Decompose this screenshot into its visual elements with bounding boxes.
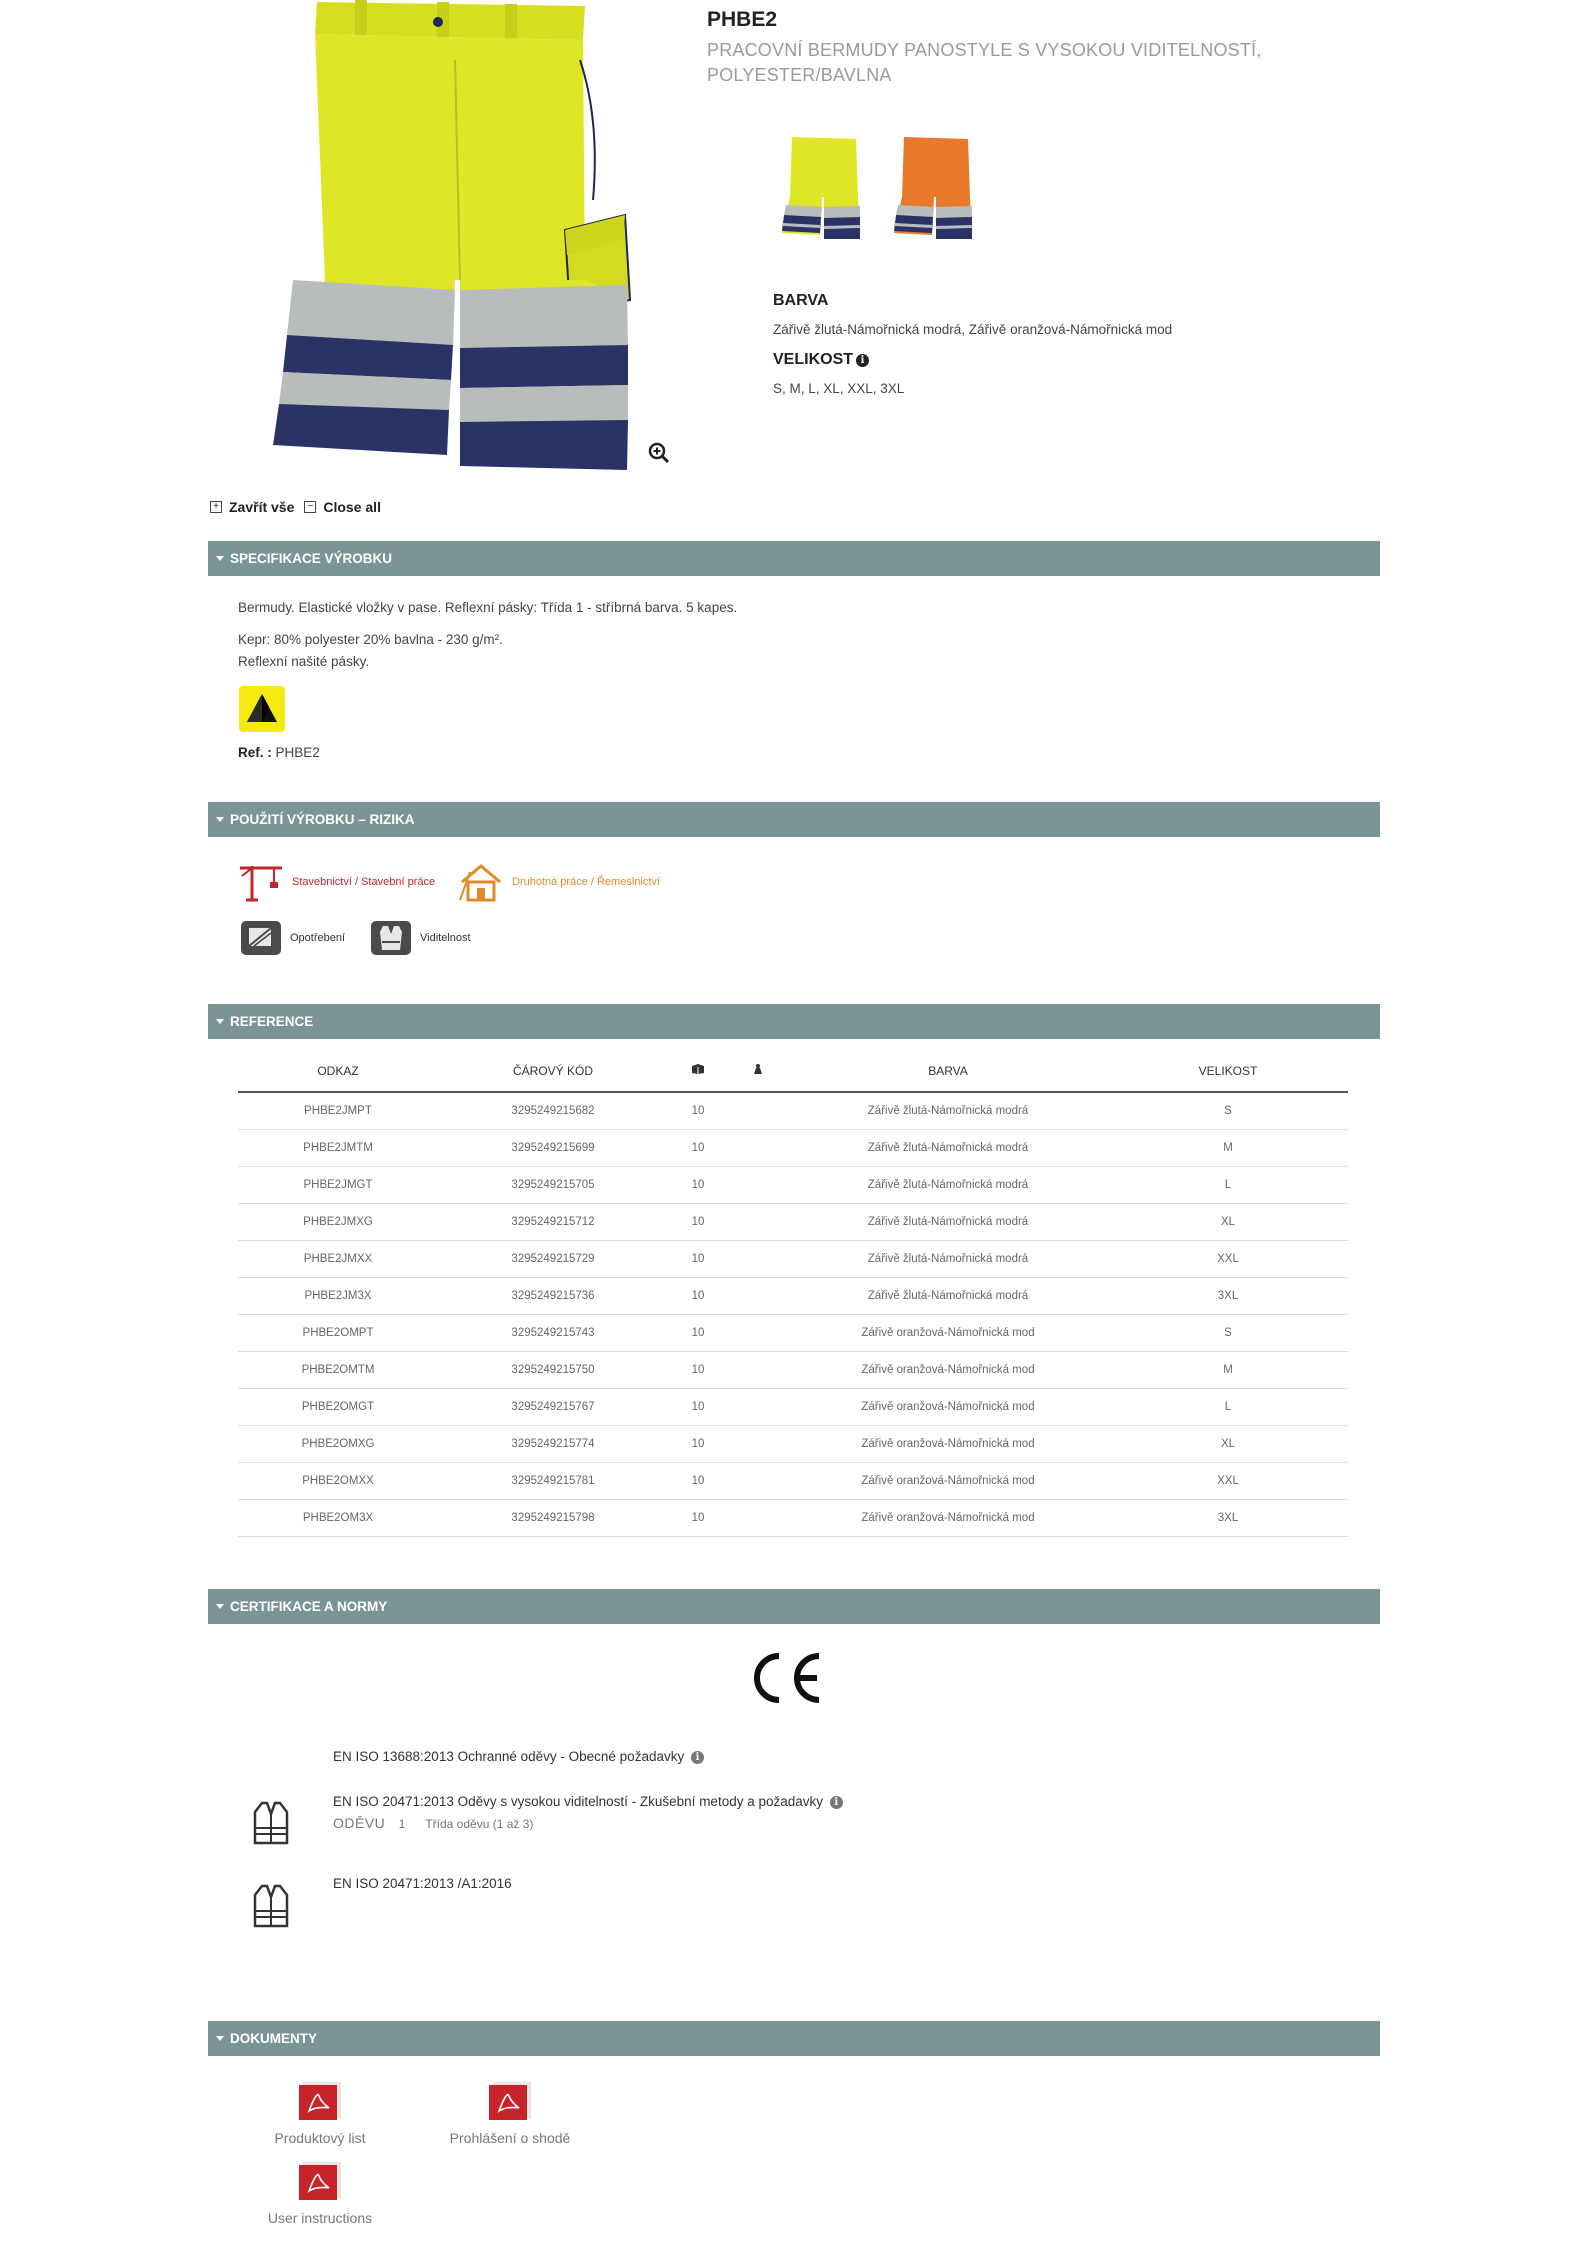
table-row [238, 1203, 1348, 1240]
cell-velikost: XL [1108, 1203, 1348, 1240]
cell-barva: Zářivě žlutá-Námořnická modrá [788, 1277, 1108, 1314]
color-thumbnails [780, 135, 976, 243]
section-header-docs[interactable] [208, 2021, 1380, 2056]
usage-wear [240, 920, 345, 956]
cell-odkaz: PHBE2OMXX [238, 1462, 438, 1499]
ref-value: PHBE2 [275, 745, 320, 760]
cell-box-qty: 10 [668, 1388, 728, 1425]
ref-line [238, 745, 320, 760]
cell-barva: Zářivě oranžová-Námořnická mod [788, 1351, 1108, 1388]
info-icon[interactable]: i [691, 1751, 704, 1764]
cell-box-qty: 10 [668, 1203, 728, 1240]
zoom-in-icon[interactable] [648, 442, 670, 464]
cell-box-qty: 10 [668, 1462, 728, 1499]
section-header-reference[interactable] [208, 1004, 1380, 1039]
color-value: Zářivě žlutá-Námořnická modrá, Zářivě oranžová-Námořnická mod [773, 322, 1173, 337]
norm-1-text: EN ISO 13688:2013 Ochranné oděvy - Obecné požadavky [333, 1749, 685, 1764]
cell-weight [728, 1166, 788, 1203]
cell-odkaz: PHBE2OMTM [238, 1351, 438, 1388]
col-barva: BARVA [788, 1050, 1108, 1092]
info-icon[interactable]: i [856, 354, 869, 367]
cell-barcode: 3295249215712 [438, 1203, 668, 1240]
cell-velikost: 3XL [1108, 1277, 1348, 1314]
cell-barva: Zářivě žlutá-Námořnická modrá [788, 1092, 1108, 1129]
section-header-usage[interactable] [208, 802, 1380, 837]
thumbnail-yellow-navy[interactable] [780, 135, 864, 243]
norm-2 [333, 1794, 843, 1809]
cell-box-qty: 10 [668, 1166, 728, 1203]
minus-square-icon: − [304, 501, 316, 513]
cell-box-qty: 10 [668, 1499, 728, 1536]
cell-velikost: S [1108, 1092, 1348, 1129]
table-row [238, 1092, 1348, 1129]
pdf-icon [487, 2080, 533, 2122]
cell-barcode: 3295249215767 [438, 1388, 668, 1425]
hi-vis-vest-icon [250, 1883, 292, 1929]
usage-wear-label: Opotřebení [290, 932, 346, 944]
size-value: S, M, L, XL, XXL, 3XL [773, 381, 905, 396]
spec-line-1: Bermudy. Elastické vložky v pase. Reflexní pásky: Třída 1 - stříbrná barva. 5 kapes. [238, 600, 738, 615]
norm-2-detail [333, 1815, 533, 1831]
color-label: BARVA [773, 292, 829, 309]
table-row [238, 1129, 1348, 1166]
cell-velikost: M [1108, 1129, 1348, 1166]
open-all-label: Zavřít vše [229, 499, 295, 515]
cell-barcode: 3295249215729 [438, 1240, 668, 1277]
doc-label: Prohlášení o shodě [449, 2130, 571, 2146]
plus-square-icon: + [210, 501, 222, 513]
open-all-toggle[interactable] [210, 499, 294, 515]
table-row [238, 1425, 1348, 1462]
table-row [238, 1499, 1348, 1536]
doc-user-instructions[interactable] [240, 2160, 400, 2228]
cell-box-qty: 10 [668, 1277, 728, 1314]
cell-weight [728, 1462, 788, 1499]
weight-icon [753, 1063, 763, 1075]
cell-weight [728, 1129, 788, 1166]
caret-down-icon [216, 817, 224, 822]
section-title: SPECIFIKACE VÝROBKU [230, 551, 393, 566]
cell-weight [728, 1425, 788, 1462]
table-row [238, 1462, 1348, 1499]
cell-weight [728, 1277, 788, 1314]
usage-visibility [370, 920, 471, 956]
cell-barcode: 3295249215798 [438, 1499, 668, 1536]
cell-odkaz: PHBE2JMGT [238, 1166, 438, 1203]
doc-declaration-of-conformity[interactable] [430, 2080, 590, 2148]
section-title: POUŽITÍ VÝROBKU – RIZIKA [230, 812, 415, 827]
section-toggles [210, 499, 391, 515]
table-row [238, 1351, 1348, 1388]
cell-weight [728, 1388, 788, 1425]
col-barcode: ČÁROVÝ KÓD [438, 1050, 668, 1092]
cell-barcode: 3295249215750 [438, 1351, 668, 1388]
cell-barva: Zářivě oranžová-Námořnická mod [788, 1462, 1108, 1499]
pdf-icon [297, 2160, 343, 2202]
size-label: VELIKOST [773, 351, 854, 368]
col-weight [728, 1050, 788, 1092]
usage-visibility-label: Viditelnost [420, 932, 471, 944]
size-label-row [773, 351, 869, 369]
cell-barcode: 3295249215774 [438, 1425, 668, 1462]
cell-weight [728, 1499, 788, 1536]
cell-velikost: XXL [1108, 1462, 1348, 1499]
caret-down-icon [216, 1019, 224, 1024]
section-header-spec[interactable] [208, 541, 1380, 576]
close-all-toggle[interactable] [304, 499, 381, 515]
norm-2-sub-desc: Třída oděvu (1 až 3) [425, 1817, 534, 1831]
box-icon [691, 1063, 705, 1075]
cell-box-qty: 10 [668, 1129, 728, 1166]
section-title: REFERENCE [230, 1014, 314, 1029]
cell-barva: Zářivě oranžová-Námořnická mod [788, 1314, 1108, 1351]
cell-box-qty: 10 [668, 1240, 728, 1277]
cell-velikost: M [1108, 1351, 1348, 1388]
doc-product-sheet[interactable] [240, 2080, 400, 2148]
cell-velikost: XL [1108, 1425, 1348, 1462]
cell-barva: Zářivě žlutá-Námořnická modrá [788, 1240, 1108, 1277]
cell-box-qty: 10 [668, 1425, 728, 1462]
product-main-image[interactable] [255, 0, 655, 475]
house-tools-icon [458, 862, 504, 902]
cell-weight [728, 1203, 788, 1240]
cell-weight [728, 1240, 788, 1277]
cell-odkaz: PHBE2OMGT [238, 1388, 438, 1425]
pdf-icon [297, 2080, 343, 2122]
cell-odkaz: PHBE2JMTM [238, 1129, 438, 1166]
norm-2-sub-value: 1 [398, 1817, 406, 1831]
col-odkaz: ODKAZ [238, 1050, 438, 1092]
cell-barcode: 3295249215736 [438, 1277, 668, 1314]
cell-odkaz: PHBE2JMPT [238, 1092, 438, 1129]
ref-label: Ref. : [238, 745, 272, 760]
usage-construction-label: Stavebnictví / Stavební práce [292, 876, 436, 888]
table-header-row [238, 1050, 1348, 1092]
cell-odkaz: PHBE2OM3X [238, 1499, 438, 1536]
norm-3: EN ISO 20471:2013 /A1:2016 [333, 1876, 512, 1891]
hi-vis-vest-icon [250, 1800, 292, 1846]
cell-barcode: 3295249215705 [438, 1166, 668, 1203]
usage-crafts [458, 862, 660, 902]
caret-down-icon [216, 1604, 224, 1609]
norm-2-text: EN ISO 20471:2013 Oděvy s vysokou viditelností - Zkušební metody a požadavky [333, 1794, 824, 1809]
wear-icon [240, 920, 282, 956]
table-row [238, 1166, 1348, 1203]
cell-weight [728, 1351, 788, 1388]
section-header-cert[interactable] [208, 1589, 1380, 1624]
product-subtitle: PRACOVNÍ BERMUDY PANOSTYLE S VYSOKOU VIDITELNOSTÍ, POLYESTER/BAVLNA [707, 40, 1262, 85]
cell-barva: Zářivě oranžová-Námořnická mod [788, 1425, 1108, 1462]
delta-plus-logo [239, 686, 285, 732]
table-row [238, 1314, 1348, 1351]
cell-odkaz: PHBE2JMXX [238, 1240, 438, 1277]
cell-barva: Zářivě oranžová-Námořnická mod [788, 1499, 1108, 1536]
col-box [668, 1050, 728, 1092]
usage-construction [238, 862, 435, 902]
cell-odkaz: PHBE2OMXG [238, 1425, 438, 1462]
norm-2-sub-label: ODĚVU [333, 1815, 386, 1831]
cell-velikost: L [1108, 1166, 1348, 1203]
spec-line-3: Reflexní našité pásky. [238, 654, 370, 669]
cell-barva: Zářivě žlutá-Námořnická modrá [788, 1129, 1108, 1166]
ce-mark-icon [747, 1650, 823, 1706]
product-code-title: PHBE2 [707, 8, 778, 31]
spec-line-2: Kepr: 80% polyester 20% bavlna - 230 g/m². [238, 632, 503, 647]
crane-icon [238, 862, 284, 902]
reference-table-body [238, 1092, 1348, 1536]
norm-1 [333, 1749, 704, 1764]
close-all-label: Close all [323, 499, 381, 515]
thumbnail-orange-navy[interactable] [892, 135, 976, 243]
cell-odkaz: PHBE2JM3X [238, 1277, 438, 1314]
caret-down-icon [216, 556, 224, 561]
cell-velikost: XXL [1108, 1240, 1348, 1277]
cell-velikost: L [1108, 1388, 1348, 1425]
cell-odkaz: PHBE2OMPT [238, 1314, 438, 1351]
table-row [238, 1240, 1348, 1277]
cell-box-qty: 10 [668, 1314, 728, 1351]
table-row [238, 1388, 1348, 1425]
caret-down-icon [216, 2036, 224, 2041]
cell-barcode: 3295249215781 [438, 1462, 668, 1499]
cell-velikost: S [1108, 1314, 1348, 1351]
doc-label: User instructions [267, 2210, 373, 2226]
table-row [238, 1277, 1348, 1314]
cell-velikost: 3XL [1108, 1499, 1348, 1536]
cell-barva: Zářivě žlutá-Námořnická modrá [788, 1203, 1108, 1240]
reference-table [238, 1050, 1348, 1537]
usage-crafts-label: Druhotná práce / Řemeslnictví [512, 876, 660, 888]
cell-barva: Zářivě žlutá-Námořnická modrá [788, 1166, 1108, 1203]
cell-weight [728, 1314, 788, 1351]
cell-weight [728, 1092, 788, 1129]
cell-box-qty: 10 [668, 1092, 728, 1129]
cell-odkaz: PHBE2JMXG [238, 1203, 438, 1240]
col-velikost: VELIKOST [1108, 1050, 1348, 1092]
section-title: DOKUMENTY [230, 2031, 317, 2046]
cell-barcode: 3295249215699 [438, 1129, 668, 1166]
doc-label: Produktový list [274, 2130, 366, 2146]
cell-box-qty: 10 [668, 1351, 728, 1388]
hi-vis-vest-icon [370, 920, 412, 956]
cell-barcode: 3295249215682 [438, 1092, 668, 1129]
info-icon[interactable]: i [830, 1796, 843, 1809]
cell-barcode: 3295249215743 [438, 1314, 668, 1351]
cell-barva: Zářivě oranžová-Námořnická mod [788, 1388, 1108, 1425]
section-title: CERTIFIKACE A NORMY [230, 1599, 388, 1614]
